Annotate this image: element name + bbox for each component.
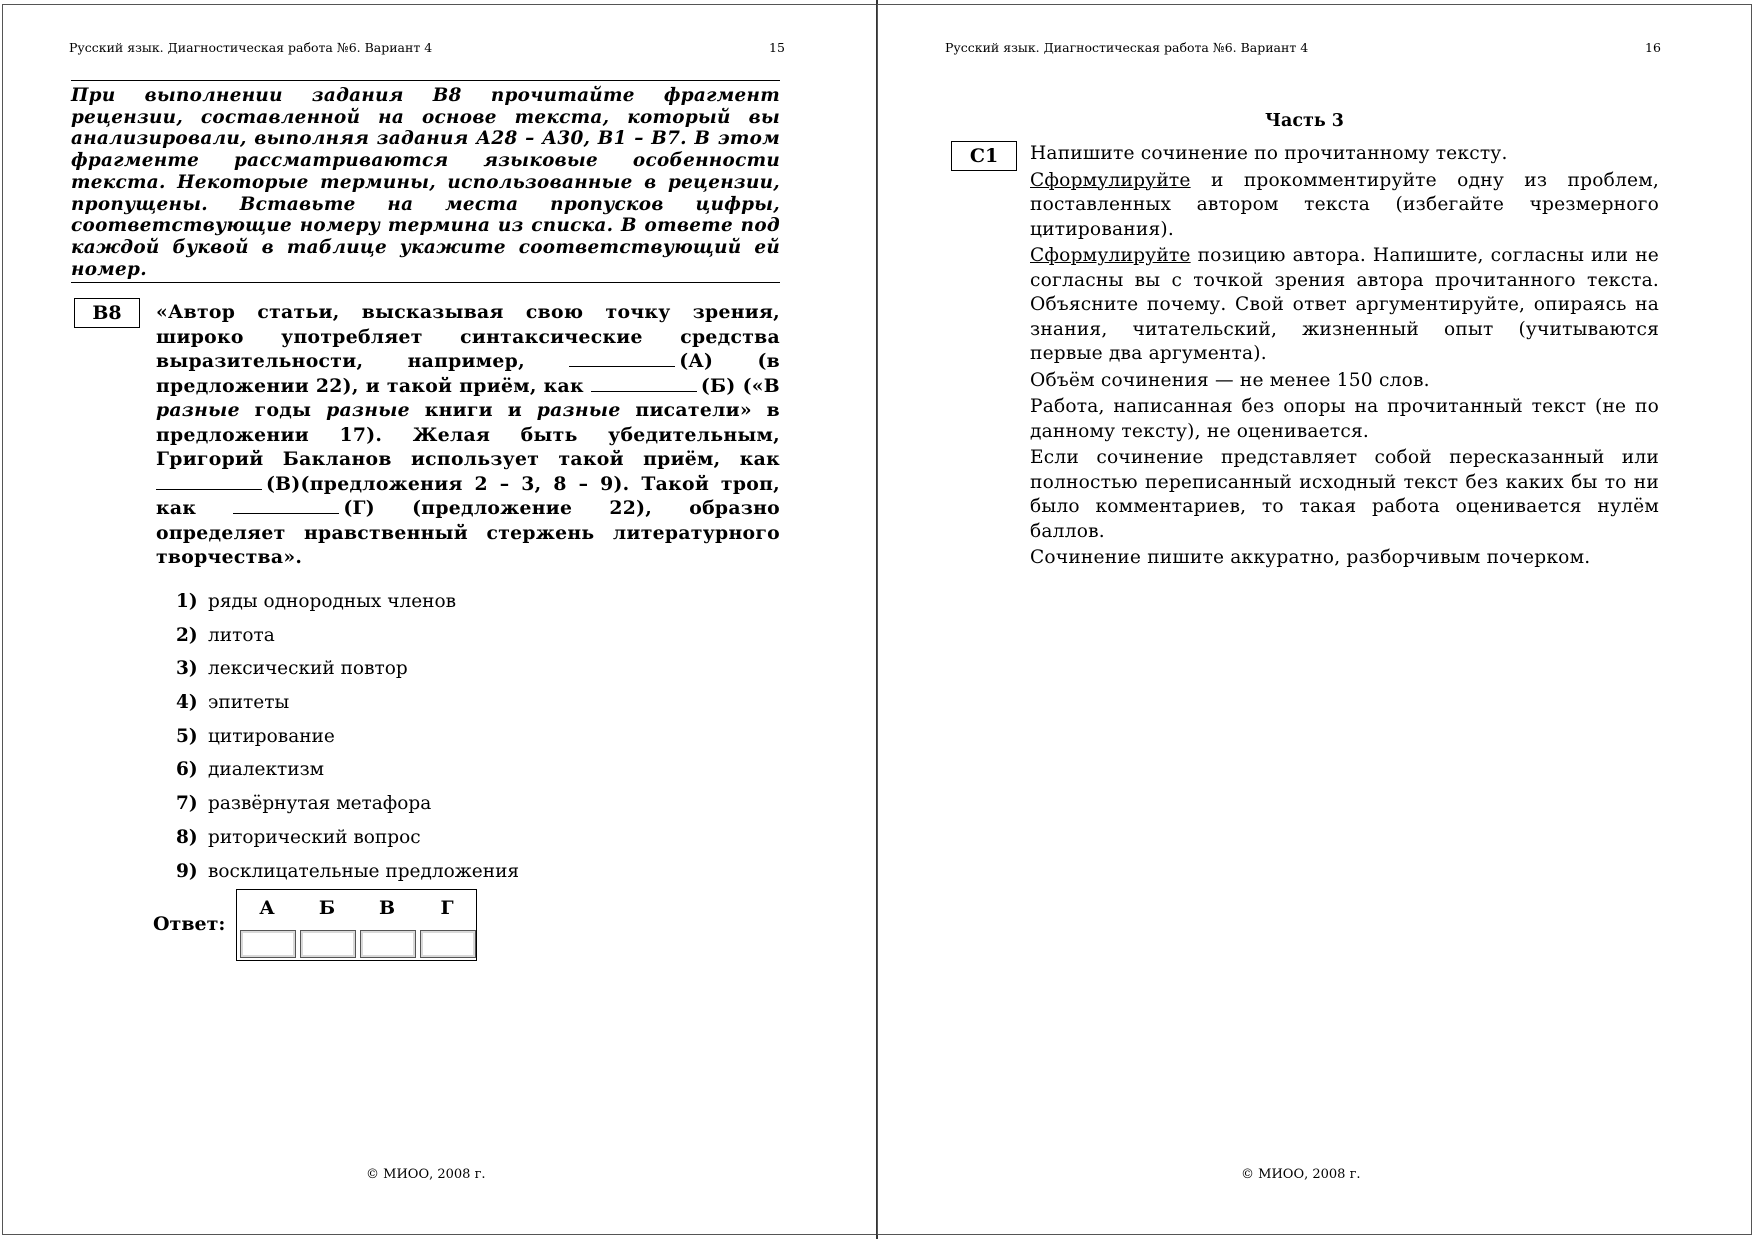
b8-text-part: писатели» в предложении 17). Желая быть убедительным, Григорий Бакланов использует такой приём, как: [156, 399, 781, 470]
c1-underlined-word: Сформулируйте: [1030, 245, 1191, 266]
list-item: [176, 753, 519, 787]
b8-italic-word: разные: [536, 399, 621, 421]
answer-column-a: [237, 890, 297, 960]
left-footer: © МИОО, 2008 г.: [366, 1167, 486, 1182]
option-text: диалектизм: [208, 759, 325, 781]
option-text: эпитеты: [208, 692, 290, 714]
b8-italic-word: разные: [326, 399, 410, 421]
list-item: [176, 585, 519, 619]
part-title: Часть 3: [1265, 111, 1344, 131]
c1-paragraph: [1030, 244, 1659, 367]
answer-input-g[interactable]: [420, 930, 476, 958]
list-item: [176, 787, 519, 821]
option-number: 7): [176, 793, 198, 815]
c1-paragraph: Сочинение пишите аккуратно, разборчивым почерком.: [1030, 547, 1591, 568]
list-item: [176, 855, 519, 889]
list-item: [176, 821, 519, 855]
option-number: 5): [176, 725, 198, 747]
b8-text-part: (В)(предложения 2 – 3, 8 – 9). Такой троп, как: [156, 472, 780, 519]
left-header-title: Русский язык. Диагностическая работа №6. Вариант 4: [69, 40, 433, 55]
task-instruction: При выполнении задания В8 прочитайте фрагмент рецензии, составленной на основе текста, который вы анализировали, выполняя задания А28 – А30, В1 – В7. В этом фрагменте рассматриваются языковые особенности текста. Некоторые термины, использованные в рецензии, пропущены. Вставьте на места пропусков цифры, соответствующие номеру термина из списка. В ответе под каждой буквой в таблице укажите соответствующий ей номер.: [71, 80, 780, 283]
answer-column-header: Б: [318, 897, 336, 919]
list-item: [176, 720, 519, 754]
option-number: 8): [176, 826, 198, 848]
blank-g: [233, 512, 339, 514]
list-item: [176, 652, 519, 686]
answer-column-header: Г: [440, 897, 454, 919]
answer-input-b[interactable]: [300, 930, 356, 958]
answer-input-a[interactable]: [240, 930, 296, 958]
c1-paragraph-text: позицию автора. Напишите, согласны или не согласны вы с точкой зрения автора прочитанного текста. Объясните почему. Свой ответ аргументируйте, опираясь на знания, читательский, жизненный опыт (учитываются первые два аргумента).: [1030, 245, 1659, 364]
task-label-c1: С1: [951, 141, 1017, 171]
answer-column-header: А: [259, 897, 275, 919]
answer-column-v: [357, 890, 417, 960]
task-c1-text: [1030, 142, 1659, 573]
answer-column-g: [417, 890, 477, 960]
option-text: ряды однородных членов: [208, 591, 457, 612]
answer-table: [236, 889, 477, 961]
option-number: 9): [176, 860, 198, 882]
task-b8-text: [156, 300, 780, 570]
option-text: цитирование: [208, 725, 335, 747]
option-number: 4): [176, 692, 198, 714]
right-header-title: Русский язык. Диагностическая работа №6. Вариант 4: [945, 40, 1309, 55]
b8-text-part: годы: [254, 399, 312, 421]
option-text: риторический вопрос: [208, 826, 421, 848]
list-item: [176, 686, 519, 720]
list-item: [176, 619, 519, 653]
blank-v: [156, 488, 262, 490]
right-page-number: 16: [1645, 40, 1661, 55]
b8-text-part: книги и: [424, 399, 522, 421]
option-text: восклицательные предложения: [208, 860, 520, 882]
answer-column-b: [297, 890, 357, 960]
blank-b: [591, 390, 697, 392]
c1-paragraph: Напишите сочинение по прочитанному тексту.: [1030, 143, 1508, 164]
c1-paragraph: Работа, написанная без опоры на прочитанный текст (не по данному тексту), не оценивается.: [1030, 396, 1659, 442]
c1-underlined-word: Сформулируйте: [1030, 169, 1191, 191]
b8-text-part: (А) (в предложении 22), и такой приём, как: [156, 350, 781, 397]
c1-paragraph: Если сочинение представляет собой пересказанный или полностью переписанный исходный текст без каких бы то ни было комментариев, то такая работа оценивается нулём баллов.: [1030, 447, 1659, 542]
answer-label: Ответ:: [153, 913, 226, 935]
blank-a: [569, 365, 675, 367]
b8-text-part: (Г) (предложение 22), образно определяет нравственный стержень литературного творчества».: [156, 497, 780, 568]
option-text: лексический повтор: [208, 658, 408, 680]
option-number: 1): [176, 591, 198, 612]
right-footer: © МИОО, 2008 г.: [1241, 1167, 1361, 1182]
option-text: развёрнутая метафора: [208, 793, 432, 815]
c1-paragraph: Объём сочинения — не менее 150 слов.: [1030, 369, 1430, 391]
b8-italic-word: разные: [156, 399, 240, 421]
b8-text-part: «Автор статьи, высказывая свою точку зрения, широко употребляет синтаксические средства выразительности, например,: [156, 301, 780, 372]
option-number: 2): [176, 624, 198, 646]
c1-paragraph-text: и прокомментируйте одну из проблем, поставленных автором текста (избегайте чрезмерного цитирования).: [1030, 169, 1659, 240]
option-text: литота: [208, 624, 275, 646]
term-options-list: [176, 585, 519, 888]
left-page-number: 15: [769, 40, 785, 55]
task-label-b8: В8: [74, 298, 140, 328]
option-number: 6): [176, 759, 198, 781]
answer-column-header: В: [378, 897, 396, 919]
b8-text-part: (Б) («В: [700, 374, 780, 397]
option-number: 3): [176, 658, 198, 680]
c1-paragraph: [1030, 169, 1659, 243]
answer-input-v[interactable]: [360, 930, 416, 958]
